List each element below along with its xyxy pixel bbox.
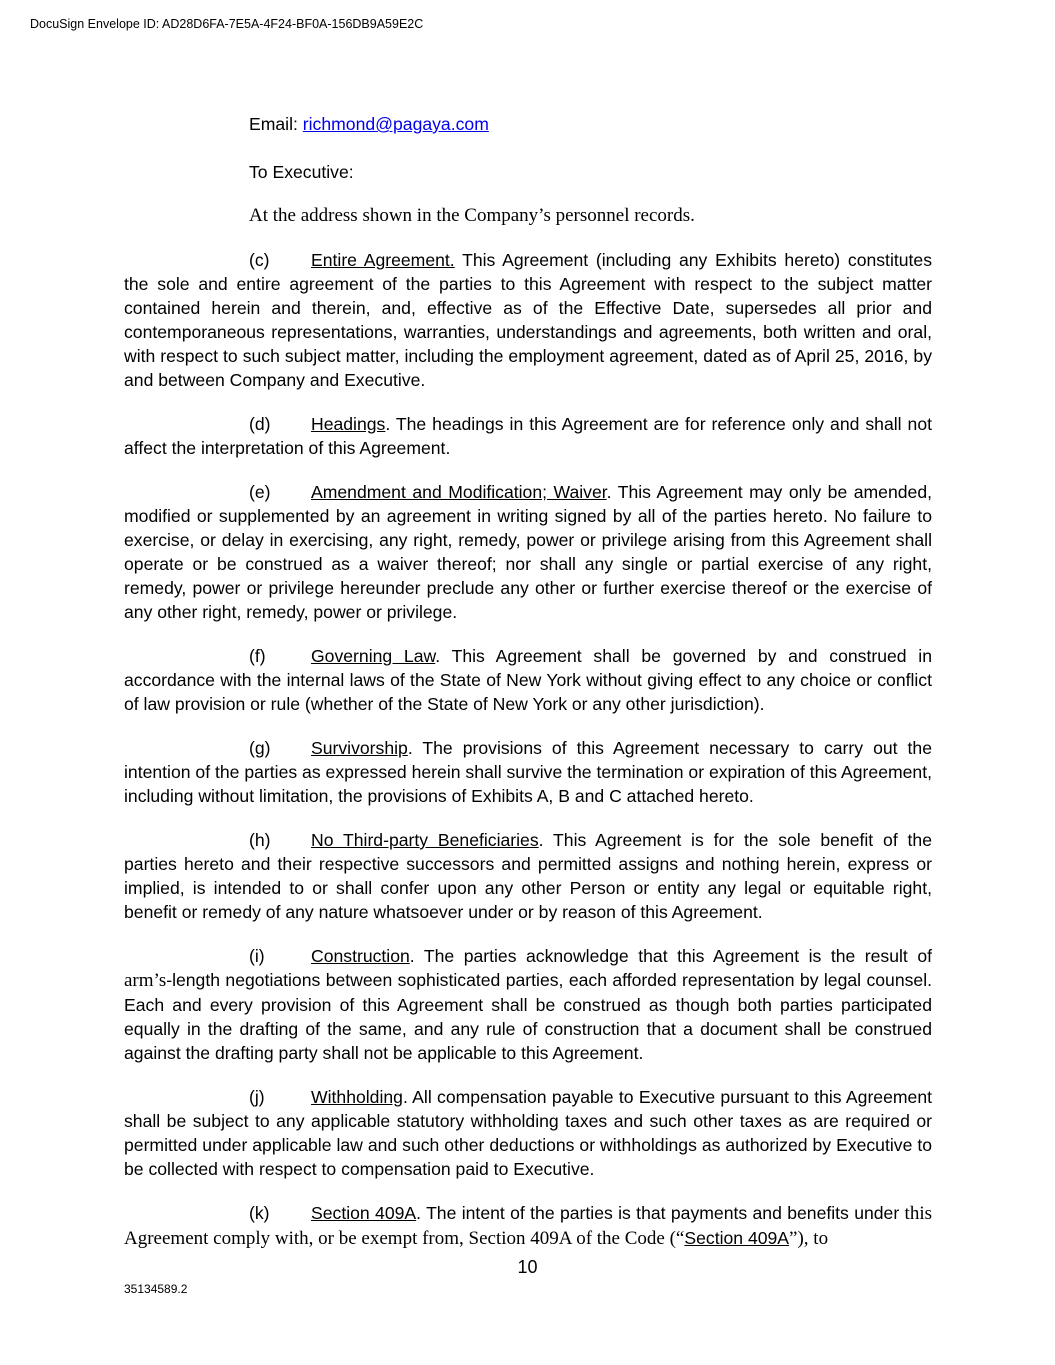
email-link[interactable]: richmond@pagaya.com [302,114,489,134]
section-label: (h) [249,830,271,850]
section-c-entire-agreement [124,248,932,392]
section-text: . This Agreement is for the sole benefit of the parties hereto and their respective successors and permitted assigns and nothing herein, express or implied, is intended to or shall confer upon any other Person or entity any legal or equitable right, benefit or remedy of any nature whatsoever under or by reason of this Agreement. [124,830,932,922]
section-heading: Withholding [311,1087,403,1107]
section-label: (e) [249,482,271,502]
section-heading: Survivorship [311,738,408,758]
section-text: . The parties acknowledge that this Agreement is the result of [409,946,932,966]
section-label: (c) [249,250,270,270]
section-text: . The intent of the parties is that payments and benefits under [416,1203,905,1223]
section-i-construction [124,944,932,1065]
section-heading: Amendment and Modification; Waiver [311,482,607,502]
section-label: (f) [249,646,266,666]
section-text-serif-end: ”), to [789,1228,829,1249]
section-j-withholding [124,1085,932,1181]
section-text: This Agreement (including any Exhibits hereto) constitutes the sole and entire agreement of the parties to this Agreement with respect to the subject matter contained herein and therein, and, effective as of the Effective Date, supersedes all prior and contemporaneous representations, warranties, understandings and agreements, both written and oral, with respect to such subject matter, including the employment agreement, dated as of April 25, 2016, by and between Company and Executive. [124,250,932,390]
section-text: . The provisions of this Agreement necessary to carry out the intention of the parties as expressed herein shall survive the termination or expiration of this Agreement, including without limitation, the provisions of Exhibits A, B and C attached hereto. [124,738,932,806]
section-heading: Headings [311,414,386,434]
section-text: -length negotiations between sophisticated parties, each afforded representation by legal counsel. Each and every provision of this Agreement shall be construed as though both parties participated equally in the drafting of the same, and any rule of construction that a document shall be construed against the drafting party shall not be applicable to this Agreement. [124,970,932,1063]
section-text: . This Agreement shall be governed by and construed in accordance with the internal laws of the State of New York without giving effect to any choice or conflict of law provision or rule (whether of the State of New York or any other jurisdiction). [124,646,933,714]
document-id: 35134589.2 [124,1282,188,1296]
section-label: (g) [249,738,271,758]
section-heading: Section 409A [311,1203,417,1223]
email-line [124,112,932,136]
page-number: 10 [517,1257,538,1277]
docusign-envelope-id: DocuSign Envelope ID: AD28D6FA-7E5A-4F24-BF0A-156DB9A59E2C [30,17,424,31]
section-409a-defined-term: Section 409A [684,1228,790,1248]
section-text: . This Agreement may only be amended, modified or supplemented by an agreement in writing signed by all of the parties hereto. No failure to exercise, or delay in exercising, any right, remedy, power or privilege arising from this Agreement shall operate or be construed as a waiver thereof; nor shall any single or partial exercise of any right, remedy, power or privilege hereunder preclude any other or further exercise thereof or the exercise of any other right, remedy, power or privilege. [124,482,932,622]
section-heading: Construction [311,946,410,966]
section-label: (j) [249,1087,265,1107]
section-f-governing-law [124,644,932,716]
document-body [124,112,932,1271]
address-line: At the address shown in the Company’s personnel records. [249,205,695,226]
section-heading: No Third-party Beneficiaries [311,830,539,850]
section-e-amendment [124,480,932,624]
section-label: (d) [249,414,271,434]
section-text: . All compensation payable to Executive pursuant to this Agreement shall be subject to any applicable statutory withholding taxes and such other taxes as are required or permitted under applicable law and such other deductions or withholdings as authorized by Executive to be collected with respect to compensation paid to Executive. [124,1087,932,1179]
section-text: . The headings in this Agreement are for reference only and shall not affect the interpretation of this Agreement. [124,414,932,458]
section-heading: Entire Agreement. [311,250,455,270]
section-heading: Governing Law [311,646,436,666]
section-label: (k) [249,1203,270,1223]
section-g-survivorship [124,736,932,808]
section-k-409a [124,1201,932,1251]
section-h-no-third-party [124,828,932,924]
section-label: (i) [249,946,265,966]
section-text-serif: arm’s [124,970,167,991]
section-text-serif: this Agreement comply with, or be exempt from, Section 409A of the Code (“ [124,1203,932,1249]
email-label: Email: [249,114,303,134]
section-d-headings [124,412,932,460]
to-executive-label: To Executive: [249,162,354,182]
